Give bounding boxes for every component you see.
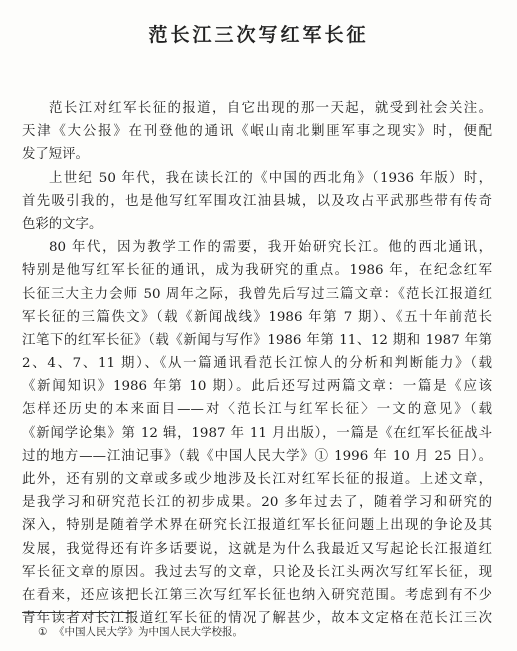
article-body <box>22 97 492 630</box>
body-line: 江笔下的红军长征》（载《新闻与写作》1986 年第 11、12 期和 1987 年第 <box>22 332 492 348</box>
footnote-text: 《中国人民大学》为中国人民大学校报。 <box>54 626 243 638</box>
body-line: 青年读者对长江报道红军长征的情况了解甚少，故本文定格在范长江三次 <box>22 611 492 627</box>
footnote <box>38 625 243 639</box>
body-line: 发展，我觉得还有许多话要说，这就是为什么我最近又写起论长江报道红 <box>22 541 492 557</box>
body-line: 首先吸引我的，也是他写红军围攻江油县城，以及攻占平武那些带有传奇 <box>22 193 492 209</box>
body-line: 特别是他写红军长征的通讯，成为我研究的重点。1986 年，在纪念红军 <box>22 263 492 279</box>
body-line: 怎样还历史的本来面目——对〈范长江与红军长征〉一文的意见》（载 <box>22 402 492 418</box>
body-line: 发了短评。 <box>22 147 89 163</box>
body-line: 上世纪 50 年代，我在读长江的《中国的西北角》（1936 年版）时， <box>49 170 492 186</box>
body-line: 范长江对红军长征的报道，自它出现的那一天起，就受到社会关注。 <box>49 101 492 116</box>
body-line: 是我学习和研究范长江的初步成果。20 多年过去了，随着学习和研究的 <box>22 495 492 511</box>
article-title: 范长江三次写红军长征 <box>148 24 369 46</box>
body-line: 《新闻学论集》第 12 辑，1987 年 11 月出版），一篇是《在红军长征战斗 <box>22 425 492 441</box>
body-line: 《新闻知识》1986 年第 10 期）。此后还写过两篇文章：一篇是《应该 <box>22 379 492 395</box>
body-line: 深入，特别是随着学术界在研究长江报道红军长征问题上出现的争论及其 <box>22 518 492 534</box>
footnote-marker: ① <box>38 626 48 638</box>
body-line: 长征三大主力会师 50 周年之际，我曾先后写过三篇文章：《范长江报道红 <box>22 286 492 302</box>
footnote-divider <box>22 612 134 613</box>
body-line: 天津《大公报》在刊登他的通讯《岷山南北剿匪军事之现实》时，便配 <box>22 124 492 140</box>
body-line: 2、4、7、11 期）、《从一篇通讯看范长江惊人的分析和判断能力》（载 <box>22 356 492 372</box>
body-line: 在看来，还应该把长江第三次写红军长征也纳入研究范围。考虑到有不少 <box>22 587 492 603</box>
body-line: 80 年代，因为教学工作的需要，我开始研究长江。他的西北通讯， <box>49 240 492 256</box>
body-line: 过的地方——江油记事》（载《中国人民大学》① 1996 年 10 月 25 日）。 <box>22 448 492 464</box>
body-line: 军长征文章的原因。我过去写的文章，只论及长江头两次写红军长征，现 <box>22 564 492 580</box>
body-line: 色彩的文字。 <box>22 216 103 232</box>
body-line: 军长征的三篇佚文》（载《新闻战线》1986 年第 7 期）、《五十年前范长 <box>22 309 492 325</box>
body-line: 此外，还有别的文章或多或少地涉及长江对红军长征的报道。上述文章， <box>22 472 492 487</box>
